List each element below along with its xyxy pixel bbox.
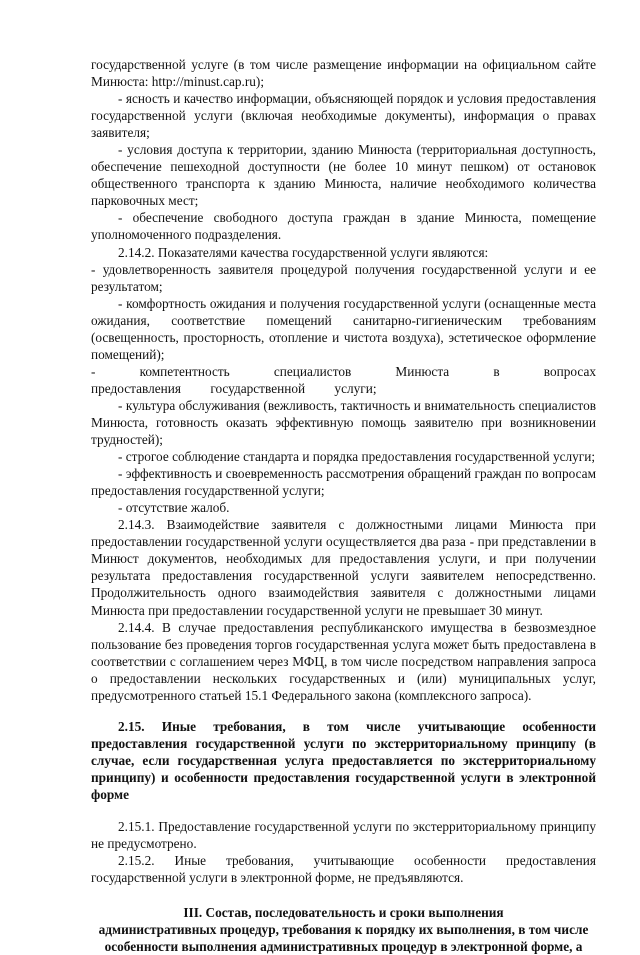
paragraph: - эффективность и своевременность рассмотрения обращений граждан по вопросам предоставления государственной услуги; xyxy=(91,466,596,499)
section-3-title-line: административных процедур, требования к порядку их выполнения, в том числе xyxy=(98,922,589,938)
paragraph: - условия доступа к территории, зданию Минюста (территориальная доступность, обеспечение пешеходной доступности (не более 10 минут пешком) от остановок общественного транспорта к зданию Минюста, наличие необходимого количества парковочных мест; xyxy=(91,142,596,209)
section-3-title xyxy=(91,904,596,955)
section-3-title-line: III. Состав, последовательность и сроки выполнения xyxy=(183,905,504,921)
paragraph: - ясность и качество информации, объясняющей порядок и условия предоставления государственной услуги (включая необходимые документы), информация о правах заявителя; xyxy=(91,91,596,141)
paragraph: - комфортность ожидания и получения государственной услуги (оснащенные места ожидания, соответствие помещений санитарно-гигиеническим требованиям (освещенность, просторность, отопление и чистота воздуха), эстетическое оформление помещений); xyxy=(91,295,596,362)
paragraph: 2.14.4. В случае предоставления республиканского имущества в безвозмездное пользование без проведения торгов государственная услуга может быть предоставлена в соответствии с соглашением через МФЦ, в том числе посредством направления запроса о предоставлении нескольких государственных и (или) муниципальных услуг, предусмотренного статьей 15.1 Федерального закона (комплексного запроса). xyxy=(91,619,596,703)
paragraph: - обеспечение свободного доступа граждан в здание Минюста, помещение уполномоченного подразделения. xyxy=(91,210,596,243)
paragraph: - культура обслуживания (вежливость, тактичность и внимательность специалистов Минюста, готовность оказать эффективную помощь заявителю при возникновении трудностей); xyxy=(91,397,596,448)
paragraph: государственной услуге (в том числе размещение информации на официальном сайте Минюста: http://minust.cap.ru); xyxy=(91,57,596,90)
paragraph: - отсутствие жалоб. xyxy=(118,500,230,516)
section-3-title-line: особенности выполнения административных процедур в электронной форме, а xyxy=(104,939,583,955)
paragraph: 2.14.3. Взаимодействие заявителя с должностными лицами Минюста при предоставлении государственной услуги осуществляется два раза - при представлении в Минюст документов, необходимых для предоставления услуги, и при получении результата предоставления государственной услуги заявителем непосредственно. Продолжительность одного взаимодействия заявителя с должностными лицами Минюста при предоставлении государственной услуги не превышает 30 минут. xyxy=(91,517,596,618)
document-page xyxy=(91,56,596,955)
paragraph: - удовлетворенность заявителя процедурой получения государственной услуги и ее результатом; xyxy=(91,261,596,294)
section-heading-2-15: 2.15. Иные требования, в том числе учитывающие особенности предоставления государственной услуги по экстерриториальному принципу (в случае, если государственная услуга предоставляется по экстерриториальному принципу) и особенности предоставления государственной услуги в электронной форме xyxy=(91,718,596,802)
paragraph: 2.15.1. Предоставление государственной услуги по экстерриториальному принципу не предусмотрено. xyxy=(91,819,596,852)
paragraph: 2.14.2. Показателями качества государственной услуги являются: xyxy=(118,244,489,260)
paragraph: 2.15.2. Иные требования, учитывающие особенности предоставления государственной услуги в электронной форме, не предъявляются. xyxy=(91,853,596,886)
paragraph: - компетентность специалистов Минюста в вопросах предоставления государственной услуги; xyxy=(91,363,596,396)
paragraph: - строгое соблюдение стандарта и порядка предоставления государственной услуги; xyxy=(118,449,596,465)
